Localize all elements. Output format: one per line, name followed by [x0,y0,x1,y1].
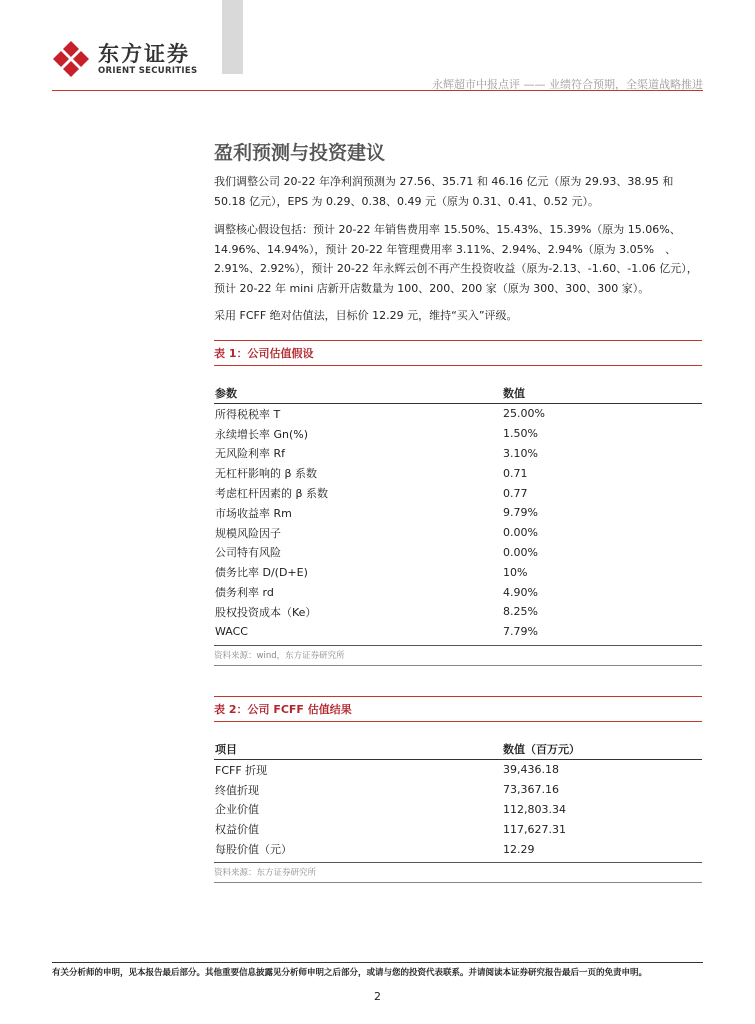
table-source: 资料来源：wind，东方证券研究所 [214,645,702,666]
table-row [214,483,702,503]
value-cell: 0.71 [503,466,528,480]
paragraph-valuation: 采用 FCFF 绝对估值法，目标价 12.29 元，维持“买入”评级。 [214,309,518,322]
value-cell: 3.10% [503,446,538,460]
header-divider [52,90,703,91]
table-row [214,760,702,780]
table-header [214,366,702,404]
fcff-results-table [214,696,702,883]
param-cell: 规模风险因子 [215,526,281,540]
table-row [214,800,702,820]
page-number: 2 [374,990,381,1003]
logo-chinese-name: 东方证券 [98,41,190,66]
table-row [214,839,702,859]
value-cell: 8.25% [503,605,538,619]
table-row [214,622,702,642]
value-cell: 12.29 [503,842,535,856]
value-cell: 0.00% [503,545,538,559]
table-header [214,722,702,760]
section-title: 盈利预测与投资建议 [214,142,386,164]
paragraph-forecast: 我们调整公司 20-22 年净利润预测为 27.56、35.71 和 46.16 亿元（原为 29.93、38.95 和 50.18 亿元），EPS 为 0.29、0.38、0.49 元（原为 0.31、0.41、0.52 元）。 [214,175,674,208]
header-param: 参数 [215,387,237,400]
table-row [214,582,702,602]
value-cell: 1.50% [503,427,538,441]
table-row [214,404,702,424]
table-row [214,543,702,563]
value-cell: 73,367.16 [503,783,559,797]
table-source: 资料来源：东方证券研究所 [214,862,702,883]
table-row [214,523,702,543]
param-cell: 无杠杆影响的 β 系数 [215,467,318,481]
value-cell: 39,436.18 [503,763,559,777]
table-row [214,444,702,464]
table-title: 表 1：公司估值假设 [214,340,702,366]
header-grey-bar [222,0,243,74]
value-cell: 7.79% [503,625,538,639]
value-cell: 117,627.31 [503,822,566,836]
header-value: 数值 [503,387,525,400]
footer-disclaimer: 有关分析师的申明，见本报告最后部分。其他重要信息披露见分析师申明之后部分，或请与您的投资代表联系。并请阅读本证券研究报告最后一页的免责申明。 [52,968,648,978]
param-cell: WACC [215,625,248,639]
param-cell: 无风险利率 Rf [215,447,286,461]
valuation-assumptions-table [214,340,702,666]
report-subtitle: 永辉超市中报点评 —— 业绩符合预期，全渠道战略推进 [432,78,703,91]
item-cell: 终值折现 [215,783,259,797]
table-body [214,760,702,859]
logo-english-name: ORIENT SECURITIES [98,65,198,76]
footer-divider [52,962,703,963]
table-row [214,819,702,839]
paragraph-assumptions: 调整核心假设包括：预计 20-22 年销售费用率 15.50%、15.43%、15.39%（原为 15.06%、14.96%、14.94%），预计 20-22 年管理费用率 3.11%、2.94%、2.94%（原为 3.05% 、2.91%、2.92%），预计 20-22 年永辉云创不再产生投资收益（原为-2.13、-1.60、-1.06 亿元），预计 20-22 年 mini 店新开店数量为 100、200、200 家（原为 300、300、300 家）。 [214,223,698,295]
table-body [214,404,702,642]
param-cell: 永续增长率 Gn(%) [215,427,309,441]
param-cell: 股权投资成本（Ke） [215,605,317,619]
param-cell: 债务利率 rd [215,586,274,600]
table-row [214,503,702,523]
value-cell: 25.00% [503,407,545,421]
value-cell: 9.79% [503,506,538,520]
param-cell: 考虑杠杆因素的 β 系数 [215,487,329,501]
table-row [214,602,702,622]
table-row [214,463,702,483]
item-cell: 权益价值 [215,823,259,837]
header-item: 项目 [215,743,237,756]
value-cell: 10% [503,565,528,579]
value-cell: 0.00% [503,526,538,540]
table-row [214,424,702,444]
logo-icon [52,40,90,78]
param-cell: 市场收益率 Rm [215,506,292,520]
header-value: 数值（百万元） [503,743,580,756]
item-cell: 每股价值（元） [215,843,292,857]
param-cell: 所得税税率 T [215,407,281,421]
table-title: 表 2：公司 FCFF 估值结果 [214,696,702,722]
param-cell: 债务比率 D/(D+E) [215,566,308,580]
value-cell: 112,803.34 [503,802,566,816]
value-cell: 0.77 [503,486,528,500]
param-cell: 公司特有风险 [215,546,281,560]
item-cell: FCFF 折现 [215,763,268,777]
table-row [214,562,702,582]
item-cell: 企业价值 [215,803,259,817]
company-logo [52,40,197,78]
value-cell: 4.90% [503,585,538,599]
table-row [214,780,702,800]
